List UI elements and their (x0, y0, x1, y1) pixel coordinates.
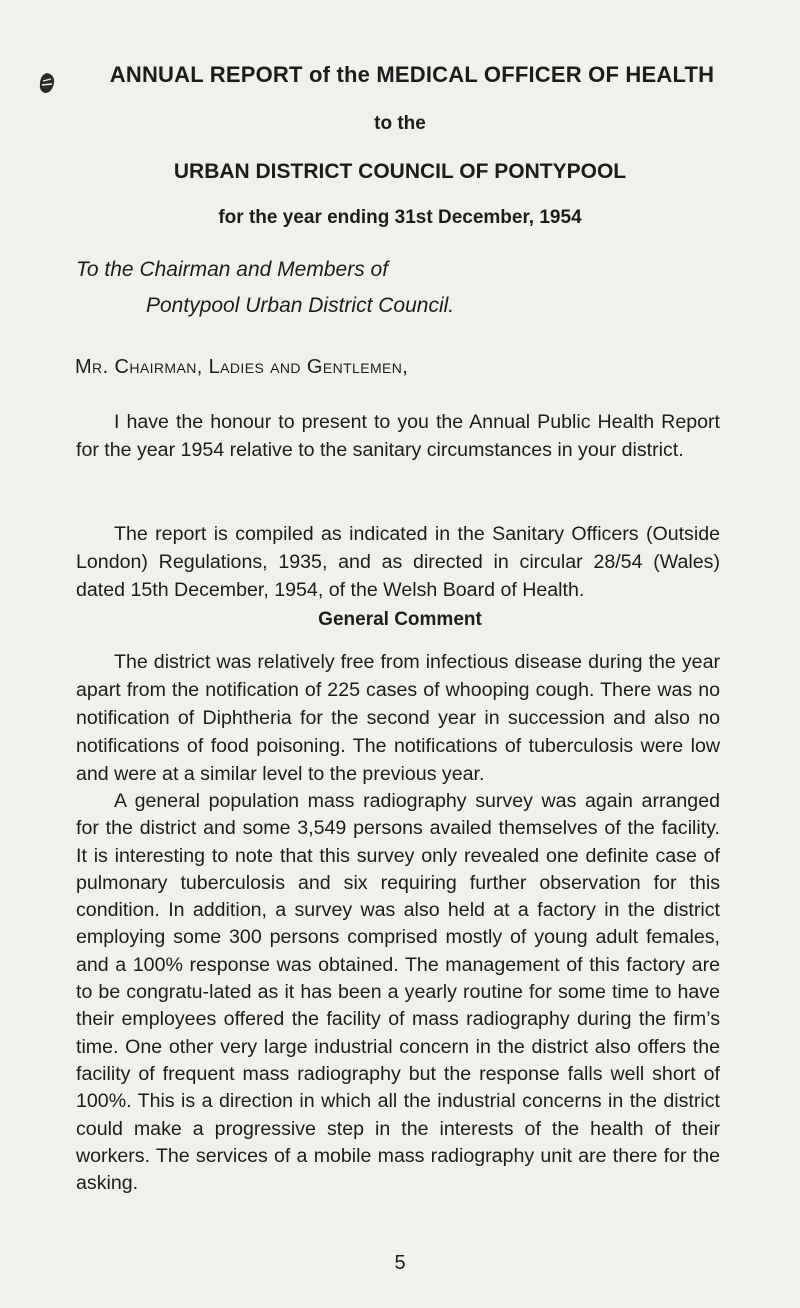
salutation-chairman: Chairman, (114, 356, 203, 378)
salutation-ladies: Ladies (208, 356, 265, 378)
council-name: URBAN DISTRICT COUNCIL OF PONTYPOOL (173, 160, 627, 183)
address-line-1: To the Chairman and Members of (76, 258, 389, 281)
paragraph-introduction: I have the honour to present to you the Annual Public Health Report for the year 1954 relative to the sanitary circumstances in your district. (76, 411, 720, 461)
salutation (75, 356, 408, 379)
section-heading-general-comment: General Comment (318, 609, 482, 630)
salutation-gentlemen: Gentlemen, (306, 356, 409, 378)
paragraph-mass-radiography: A general population mass radiography survey was again arranged for the district and some 3,549 persons availed themselves of the facility. It is interesting to note that this survey only revealed one definite case of pulmonary tuberculosis and six requiring further observation for this condition. In addition, a survey was also held at a factory in the district employing some 300 persons comprised mostly of young adult females, and a 100% response was obtained. The management of this factory are to be congratu-lated as it has been a yearly routine for some time to have their employees offered the facility of mass radiography during the firm’s time. One other very large industrial concern in the district also offers the facility of frequent mass radiography but the response falls well short of 100%. This is a direction in which all the industrial concerns in the district could make a progressive step in the interests of the health of their workers. The services of a mobile mass radiography unit are there for the asking. (76, 790, 720, 1195)
salutation-and: and (270, 356, 301, 378)
page-number: 5 (394, 1252, 406, 1274)
salutation-mr: Mr. (75, 356, 109, 378)
report-title: ANNUAL REPORT of the MEDICAL OFFICER OF HEALTH (109, 62, 715, 87)
report-year: for the year ending 31st December, 1954 (218, 207, 582, 228)
address-line-2: Pontypool Urban District Council. (146, 294, 455, 317)
report-subtitle-to-the: to the (374, 113, 426, 134)
paragraph-compilation: The report is compiled as indicated in the Sanitary Officers (Outside London) Regulations, 1935, and as directed in circular 28/54 (Wales) dated 15th December, 1954, of the Welsh Board of Health. (76, 523, 720, 601)
paragraph-infectious-disease: The district was relatively free from infectious disease during the year apart from the notification of 225 cases of whooping cough. There was no notification of Diphtheria for the second year in succession and also no notifications of food poisoning. The notifications of tuberculosis were low and were at a similar level to the previous year. (76, 651, 720, 785)
